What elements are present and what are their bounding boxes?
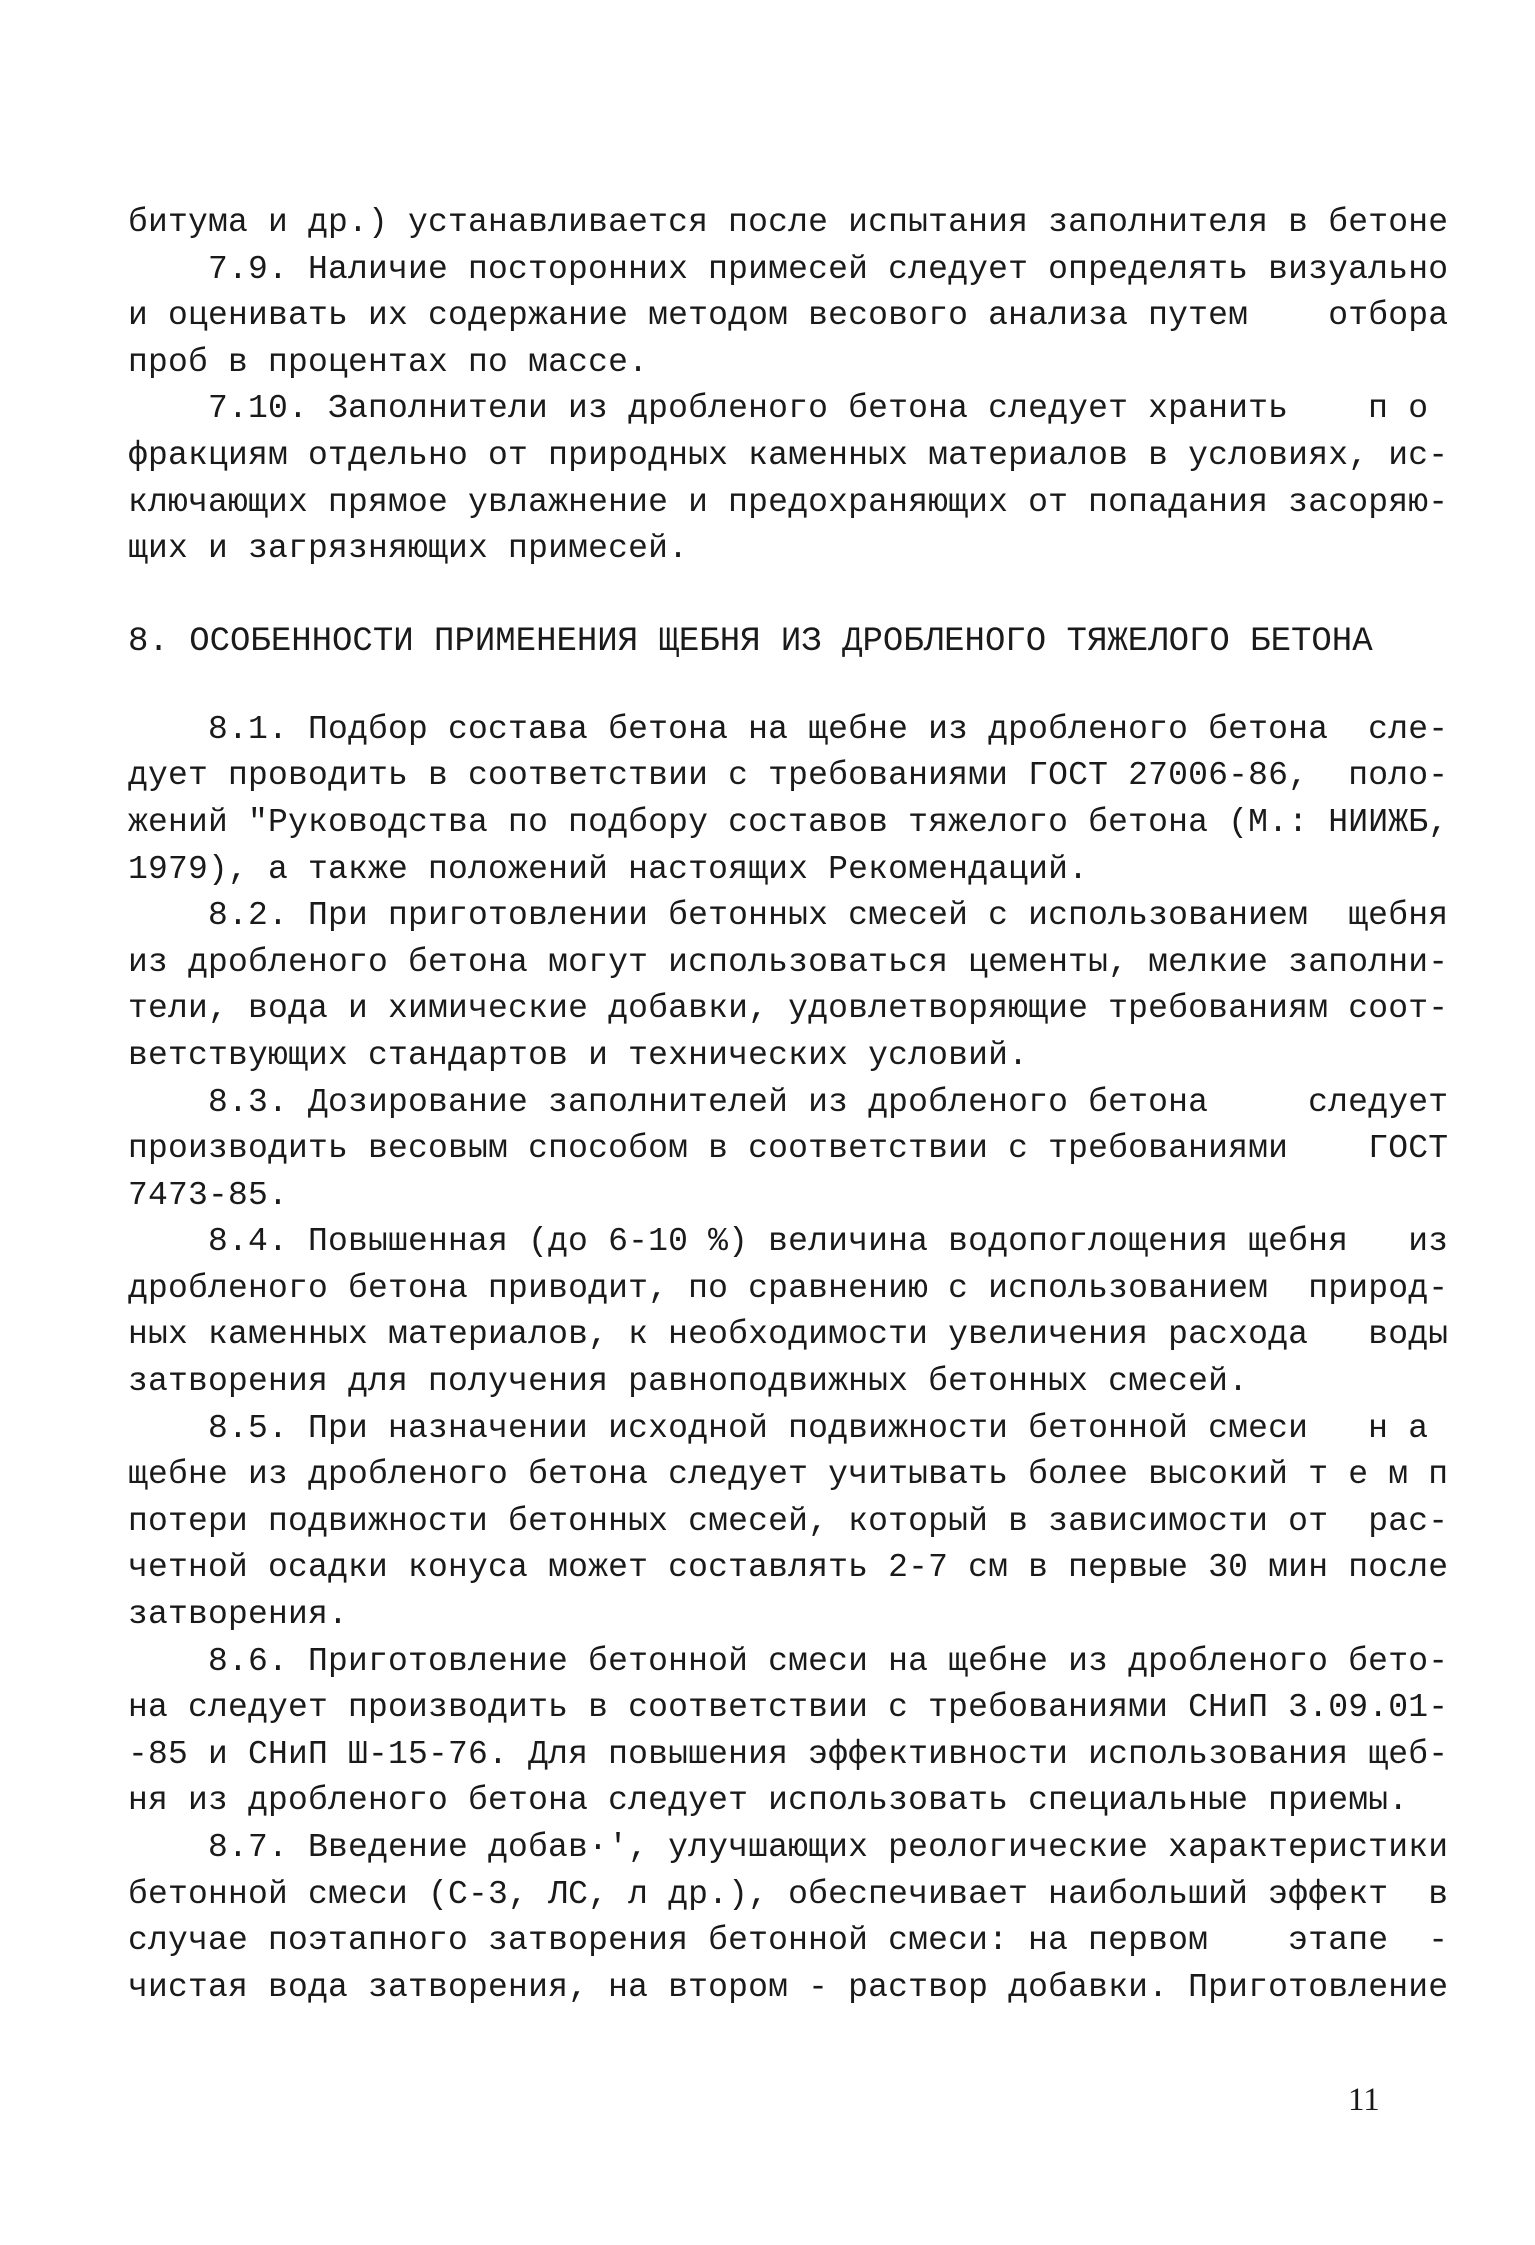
text-line: проб в процентах по массе. xyxy=(128,343,649,381)
text-line: дует проводить в соответствии с требованиями ГОСТ 27006-86, поло- xyxy=(128,757,1449,795)
text-line: 7.10. Заполнители из дробленого бетона следует хранить п о xyxy=(208,390,1429,428)
text-line: ключающих прямое увлажнение и предохраняющих от попадания засоряю- xyxy=(128,483,1449,521)
text-line: случае поэтапного затворения бетонной смеси: на первом этапе - xyxy=(128,1922,1449,1960)
text-line: затворения для получения равноподвижных бетонных смесей. xyxy=(128,1363,1249,1401)
text-line: чистая вода затворения, на втором - раствор добавки. Приготовление xyxy=(128,1968,1449,2006)
text-line: четной осадки конуса может составлять 2-7 см в первые 30 мин после xyxy=(128,1549,1449,1587)
text-line: 8.5. При назначении исходной подвижности бетонной смеси н а xyxy=(208,1409,1429,1447)
text-line: дробленого бетона приводит, по сравнению с использованием природ- xyxy=(128,1269,1449,1307)
text-line: 8.7. Введение добав·', улучшающих реологические характеристики xyxy=(208,1829,1449,1866)
text-line: 8.3. Дозирование заполнителей из дробленого бетона следует xyxy=(208,1083,1449,1121)
section-heading: 8. ОСОБЕННОСТИ ПРИМЕНЕНИЯ ЩЕБНЯ ИЗ ДРОБЛЕНОГО ТЯЖЕЛОГО БЕТОНА xyxy=(128,622,1373,661)
paragraph-block-section-7 xyxy=(128,200,1449,573)
text-line: 7.9. Наличие посторонних примесей следует определять визуально xyxy=(208,250,1449,288)
text-line: 8.1. Подбор состава бетона на щебне из дробленого бетона сле- xyxy=(208,710,1449,748)
text-line: ня из дробленого бетона следует использовать специальные приемы. xyxy=(128,1782,1409,1820)
text-line: щих и загрязняющих примесей. xyxy=(128,530,689,568)
paragraph-block-section-8 xyxy=(128,707,1449,2012)
text-line: 8.6. Приготовление бетонной смеси на щебне из дробленого бето- xyxy=(208,1642,1449,1680)
text-line: ветствующих стандартов и технических условий. xyxy=(128,1036,1029,1074)
text-line: 8.4. Повышенная (до 6-10 %) величина водопоглощения щебня из xyxy=(208,1223,1449,1261)
text-line: потери подвижности бетонных смесей, который в зависимости от рас- xyxy=(128,1502,1449,1540)
text-line: ных каменных материалов, к необходимости увеличения расхода воды xyxy=(128,1316,1449,1354)
text-line: производить весовым способом в соответствии с требованиями ГОСТ xyxy=(128,1130,1449,1168)
document-page xyxy=(128,200,1449,2011)
text-line: 1979), а также положений настоящих Рекомендаций. xyxy=(128,850,1089,888)
text-line: -85 и СНиП Ш-15-76. Для повышения эффективности использования щеб- xyxy=(128,1735,1449,1773)
page-number: 11 xyxy=(1348,2082,1380,2118)
text-line: жений "Руководства по подбору составов тяжелого бетона (М.: НИИЖБ, xyxy=(128,803,1449,841)
text-line: затворения. xyxy=(128,1596,349,1634)
text-line: щебне из дробленого бетона следует учитывать более высокий т е м п xyxy=(128,1456,1449,1494)
text-line: битума и др.) устанавливается после испытания заполнителя в бетоне xyxy=(128,204,1449,241)
text-line: 7473-85. xyxy=(128,1176,289,1214)
text-line: и оценивать их содержание методом весового анализа путем отбора xyxy=(128,297,1449,335)
text-line: из дробленого бетона могут использоваться цементы, мелкие заполни- xyxy=(128,943,1449,981)
text-line: 8.2. При приготовлении бетонных смесей с использованием щебня xyxy=(208,897,1449,935)
text-line: тели, вода и химические добавки, удовлетворяющие требованиям соот- xyxy=(128,990,1449,1028)
text-line: фракциям отдельно от природных каменных материалов в условиях, ис- xyxy=(128,436,1449,474)
text-line: на следует производить в соответствии с требованиями СНиП 3.09.01- xyxy=(128,1689,1449,1727)
text-line: бетонной смеси (С-3, ЛС, л др.), обеспечивает наибольший эффект в xyxy=(128,1875,1449,1913)
